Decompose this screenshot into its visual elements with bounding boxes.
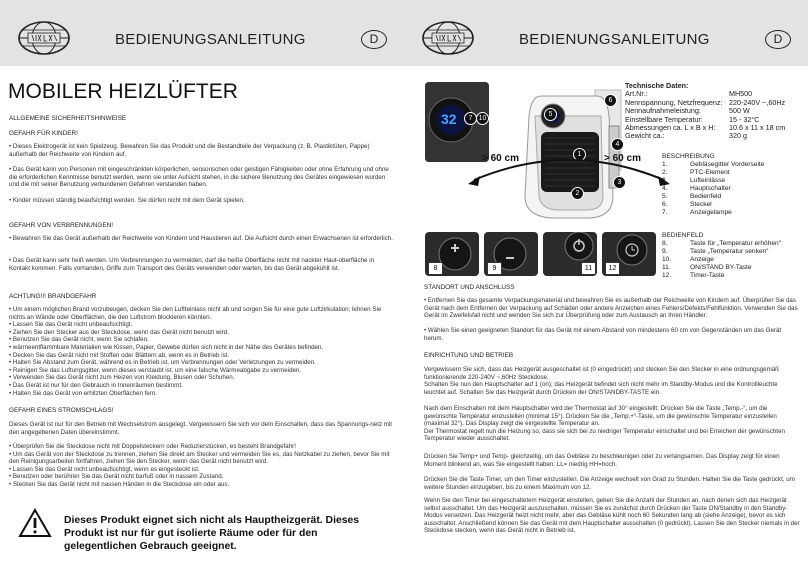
description-legend: [662, 153, 802, 217]
callout-11: 11: [581, 262, 596, 275]
item-number: 3.: [662, 177, 668, 184]
children-paragraph-1: • Dieses Elektrogerät ist kein Spielzeug. Bewahren Sie das Produkt und die Bestandteile der Verpackung (z. B. Plastiktüten, Pappe) außerhalb der Reichweite von Kindern auf.: [9, 143, 370, 158]
callout-10: 10: [476, 112, 489, 125]
right-header: [404, 0, 808, 66]
item-number: 1.: [662, 161, 668, 168]
right-page: [404, 0, 808, 571]
button-photo-temp-up: [425, 232, 479, 276]
spec-label: Abmessungen ca. L x B x H:: [625, 123, 716, 132]
button-photo-timer: [602, 232, 656, 276]
item-text: ON/STAND BY-Taste: [690, 264, 752, 271]
fire-heading: ACHTUNG!!! BRANDGEFAHR: [9, 293, 97, 300]
betrieb-paragraph-1: Vergewissern Sie sich, dass das Heizgerät ausgeschaltet ist (0 eingedrückt) und stecken Sie den Stecker in eine ordnungsgemäß funktionierende 220-240V ~,60Hz Steckdose. Schalten Sie nun den Hauptschalter auf 1 (on); das Heizgerät befindet sich nicht mehr im Standby-Modus und die Kontrollleuchte leuchtet auf. Schalten Sie das Heizgerät durch Drücken der ON/STANDBY-TASTE ein.: [424, 366, 779, 396]
item-text: Lufteinlässe: [690, 177, 726, 184]
item-number: 11.: [662, 264, 671, 271]
children-heading: GEFAHR FÜR KINDER!: [9, 130, 78, 137]
distance-arc-icon: [454, 140, 684, 200]
warning-text: Dieses Produkt eignet sich nicht als Hauptheizgerät. Dieses Produkt ist nur für gut isolierte Räume oder für den gelegentlichen Gebrauch geeignet.: [64, 515, 360, 552]
panel-legend: [662, 232, 802, 280]
item-text: Taste für „Temperatur erhöhen“: [690, 240, 781, 247]
spec-value: 220-240V ~,60Hz: [729, 97, 786, 107]
standort-paragraph-2: • Wählen Sie einen geeigneten Standort für das Gerät mit einem Abstand von mindestens 60 cm von Gegenständen um das Gerät herum.: [424, 327, 782, 342]
item-number: 10.: [662, 256, 672, 263]
warning-triangle-icon: [18, 508, 52, 538]
item-text: Anzeigelampe: [690, 209, 732, 216]
spec-value: 320 g: [729, 131, 747, 141]
item-text: Stecker: [690, 201, 713, 208]
fire-paragraph: • Um einem möglichen Brand vorzubeugen, decken Sie den Luftteinlass nicht ab und sorgen Sie für eine gute Luftzirkulation; lehnen Sie nichts an Wände oder Oberflächen, die den Luftstrom blockieren könnten. • Lassen Sie das Gerät nicht unbeaufsichtigt. • Ziehen Sie den Stecker aus der Steckdose, wenn das Gerät nicht benutzt wird. • Benutzen Sie das Gerät nicht, wenn Sie schlafen. • wärmeentflammbare Materialien wie Kissen, Papier, Gewebe dürfen sich nicht in der Nähe des Gerätes befinden. • Decken Sie das Gerät nicht mit Stoffen oder Blättern ab, wenn es in Betrieb ist. • Halten Sie Abstand zum Gerät, während es in Betrieb ist, um Verbrennungen oder Verletzungen zu vermeiden. • Reinigen Sie das Luftungsgitter, wenn dieses verstaubt ist, um eine falsche Wärmeabgabe zu vermeiden. • Verwenden Sie das Gerät nicht zum Heizen von Kleidung, Blusen oder Schuhen. • Das Gerät ist nur für den Gebrauch in Innenräumen bestimmt. • Halten Sie das Gerät von erhitzten Oberflächen fern.: [9, 306, 382, 397]
spec-value: MH500: [729, 89, 753, 99]
panel-title: BEDIENFELD: [662, 232, 704, 239]
description-title: BESCHREIBUNG: [662, 153, 715, 160]
callout-5: 5: [544, 108, 557, 121]
item-text: Bedienfeld: [690, 193, 722, 200]
safety-heading: ALLGEMEINE SICHERHEITSHINWEISE: [9, 115, 127, 122]
callout-7: 7: [464, 112, 477, 125]
burn-heading: GEFAHR VON VERBRENNUNGEN!: [9, 222, 114, 229]
spec-row-5: [625, 131, 747, 141]
callout-3: 3: [613, 176, 626, 189]
shock-paragraph-1: Dieses Gerät ist nur für den Betrieb mit Wechselstrom ausgelegt. Vergewissern Sie sich vor dem Einschalten, dass das Spannungs-netz mit den angegebenen Daten übereinstimmt.: [9, 421, 393, 436]
display-temperature: 32: [441, 111, 457, 127]
spec-value: 500 W: [729, 106, 750, 116]
main-title: MOBILER HEIZLÜFTER: [8, 80, 238, 103]
specs-title: Technische Daten:: [625, 81, 689, 90]
button-photo-temp-down: [484, 232, 538, 276]
globe-logo: [16, 20, 72, 56]
left-header: [0, 0, 404, 66]
item-number: 9.: [662, 248, 668, 255]
standort-paragraph-1: • Entfernen Sie das gesamte Verpackungsmaterial und bewahren Sie es außerhalb der Reichweite von Kindern auf. Überprüfen Sie das Gerät nach dem Entfernen der Verpackung auf Schäden oder andere Anzeichen eines Fehlers/Defekts/Fehlfunktion. Verwenden Sie das Gerät im Zweifelsfall nicht und wenden Sie sich zur Überprüfung oder zum Austausch an Ihren Händler.: [424, 297, 798, 320]
globe-logo: [420, 20, 476, 56]
language-badge: D: [765, 30, 791, 49]
header-title: BEDIENUNGSANLEITUNG: [519, 31, 710, 48]
item-number: 4.: [662, 185, 668, 192]
spec-label: Nennaufnahmeleistung:: [625, 106, 701, 116]
item-number: 8.: [662, 240, 668, 247]
children-paragraph-2: • Das Gerät kann von Personen mit eingeschränkten körperlichen, sensorischen oder geistigen Fähigkeiten oder ohne Erfahrung und ohne die erforderlichen Kenntnisse benutzt werden, wenn sie unter Aufsicht stehen, in die sichere Benutzung des Gerätes eingewiesen wurden und die mit seiner Benutzung verbundenen Gefahren verstanden haben.: [9, 166, 389, 189]
item-text: Hauptschalter: [690, 185, 731, 192]
betrieb-paragraph-4: Drücken Sie die Taste Timer, um den Timer einzustellen. Die Anzeige wechselt von Grad zu Stunden. Halten Sie die Taste gedrückt, um weitere Stunden einzugeben, bis zu einem Maximum von 12.: [424, 476, 795, 491]
item-number: 12.: [662, 272, 672, 279]
callout-9: 9: [487, 262, 502, 275]
spec-label: Nennspannung, Netzfrequenz:: [625, 97, 723, 107]
header-title: BEDIENUNGSANLEITUNG: [115, 31, 306, 48]
item-text: PTC-Element: [690, 169, 730, 176]
spec-label: Einstellbare Temperatur:: [625, 114, 703, 124]
betrieb-paragraph-3: Drücken Sie Temp+ und Temp- gleichzeitig, um das Gebläse zu beschleunigen oder zu verlangsamen. Das Display zeigt für einen Moment blinkend an, was Sie eingestellt haben: LL= niedrig HH=hoch.: [424, 453, 780, 468]
betrieb-paragraph-5: Wenn Sie den Timer bei eingeschaltetem Heizgerät einstellen, geben Sie die Anzahl der Stunden an, nach denen sich das Heizgerät selbst ausschaltet. Um das Heizgerät auszuschalten, müssen Sie es zunächst durch Drücken der Taste ON/Standby in den Standby-Modus versetzen. Das Heizgerät heizt nicht mehr, aber das Gebläse kühlt noch 60 Sekunden lang ab (siehe Anzeige), bevor es sich ausschaltet. Anschließend können Sie das Gerät mit dem Hauptschalter ausschalten (0 gedrückt). Lassen Sie den Stecker niemals in der Steckdose stecken, wenn das Gerät nicht in Betrieb ist.: [424, 497, 800, 535]
spec-value: 10.6 x 11 x 18 cm: [729, 123, 786, 132]
standort-heading: STANDORT UND ANSCHLUSS: [424, 284, 515, 291]
spec-label: Gewicht ca.:: [625, 131, 665, 141]
item-text: Timer-Taste: [690, 272, 725, 279]
spec-label: Art.Nr.:: [625, 89, 648, 99]
betrieb-heading: EINRICHTUNG UND BETRIEB: [424, 352, 514, 359]
item-number: 6.: [662, 201, 668, 208]
callout-2: 2: [571, 187, 584, 200]
distance-right-label: > 60 cm: [604, 153, 641, 164]
item-number: 7.: [662, 209, 668, 216]
burn-paragraph-1: • Bewahren Sie das Gerät außerhalb der Reichweite von Kindern und Haustieren auf. Die Aufsicht durch einen Erwachsenen ist erforderlich.: [9, 235, 393, 242]
shock-paragraph-2: • Überprüfen Sie die Steckdose nicht mit Doppelsteckern oder Reduzierstücken, es besteht Brandgefahr! • Um das Gerät von der Steckdose zu trennen, ziehen Sie direkt am Stecker und vermeiden Sie es, das Netzkabel zu ziehen, bevor Sie mit den Reinigungsarbeiten fortfahren, ziehen Sie den Stecker, wenn das Gerät nicht benutzt wird. • Lassen Sie das Gerät nicht unbeaufsichtigt, wenn es eingesteckt ist. • Benutzen oder berühren Sie das Gerät nicht barfuß oder in nassem Zustand. • Stecken Sie das Gerät nicht mit nassen Händen in die Steckdose ein oder aus.: [9, 443, 390, 488]
language-badge: D: [361, 30, 387, 49]
item-number: 2.: [662, 169, 668, 176]
warning-box: [12, 505, 392, 552]
shock-heading: GEFAHR EINES STROMSCHLAGS!: [9, 407, 114, 414]
spec-value: 15 - 32°C: [729, 114, 760, 124]
item-text: Anzeige: [690, 256, 714, 263]
distance-left-label: > 60 cm: [482, 153, 519, 164]
callout-6: 6: [604, 94, 617, 107]
callout-8: 8: [428, 262, 443, 275]
callout-1: 1: [573, 148, 586, 161]
callout-4: 4: [611, 138, 624, 151]
item-text: Gebläsegitter Vorderseite: [690, 161, 765, 168]
tech-specs: [625, 82, 805, 142]
item-number: 5.: [662, 193, 668, 200]
callout-12: 12: [605, 262, 620, 275]
button-photo-power: [543, 232, 597, 276]
burn-paragraph-2: • Das Gerät kann sehr heiß werden. Um Verbrennungen zu vermeiden, darf die heiße Oberfläche nicht mit nackter Haut-oberfläche in Kontakt kommen. Falls vorhanden, Griffe zum Transport des Geräts verwenden oder warten, bis das Gerät abgekühlt ist.: [9, 257, 375, 272]
betrieb-paragraph-2: Nach dem Einschalten mit dem Hauptschalter wird der Thermostat auf 30° eingestellt: Drücken Sie die Taste „Temp.-“, um die gewünschte Temperatur einzustellen (minimal 15°). Drücken Sie die „Temp.+“-Taste, um die gewünschte Temperatur einzustellen (maximal 32°). Das Display zeigt die eingestellte Temperatur an. Der Thermostat regelt nun die Heizung so, dass sie sich bei zu niedriger Temperatur einschaltet und bei Erreichen der gewünschten Temperatur wieder ausschaltet.: [424, 405, 785, 443]
item-text: Taste „Temperatur senken“: [690, 248, 769, 255]
children-paragraph-3: • Kinder müssen ständig beaufsichtigt werden. Sie dürfen nicht mit dem Gerät spielen.: [9, 197, 245, 204]
